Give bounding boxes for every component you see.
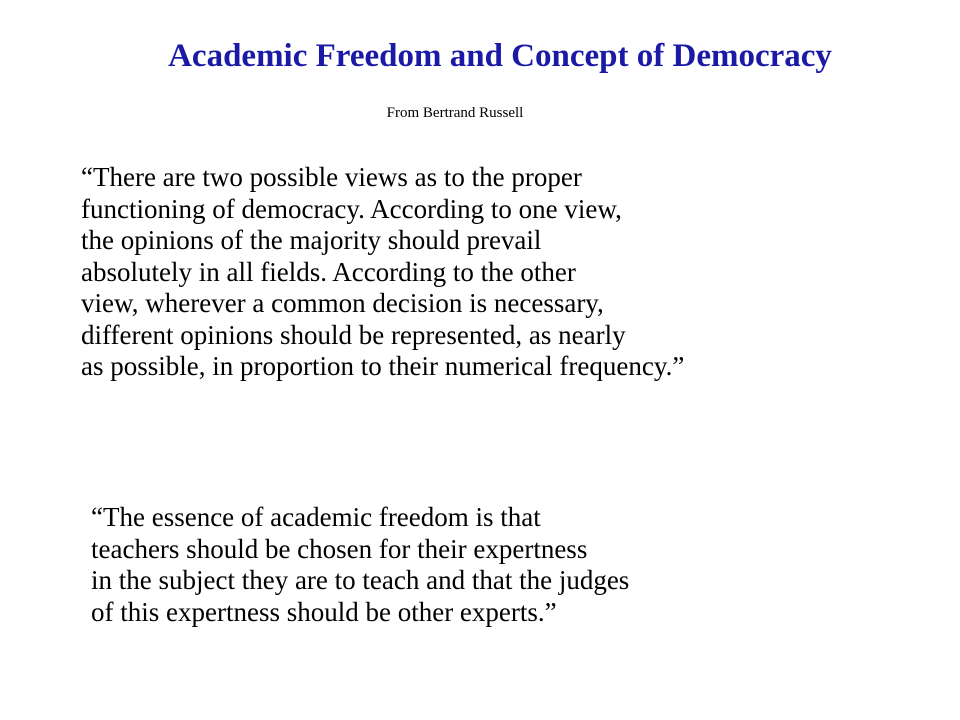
quote-line: “There are two possible views as to the proper	[81, 162, 582, 192]
quote-academic-freedom	[91, 502, 629, 628]
quote-line: “The essence of academic freedom is that	[91, 502, 541, 532]
quote-line: of this expertness should be other experts.”	[91, 596, 557, 627]
quote-democracy	[81, 162, 684, 383]
quote-line: as possible, in proportion to their numerical frequency.”	[81, 351, 685, 381]
quote-line: different opinions should be represented, as nearly	[81, 319, 626, 350]
quote-line: view, wherever a common decision is necessary,	[81, 288, 604, 318]
quote-line: functioning of democracy. According to one view,	[81, 193, 622, 224]
quote-line: absolutely in all fields. According to the other	[81, 256, 576, 287]
slide-subtitle: From Bertrand Russell	[386, 105, 524, 121]
slide-title: Academic Freedom and Concept of Democracy	[168, 38, 832, 74]
quote-line: the opinions of the majority should prevail	[81, 225, 542, 255]
quote-line: teachers should be chosen for their expertness	[91, 533, 588, 564]
quote-line: in the subject they are to teach and that the judges	[91, 565, 630, 595]
